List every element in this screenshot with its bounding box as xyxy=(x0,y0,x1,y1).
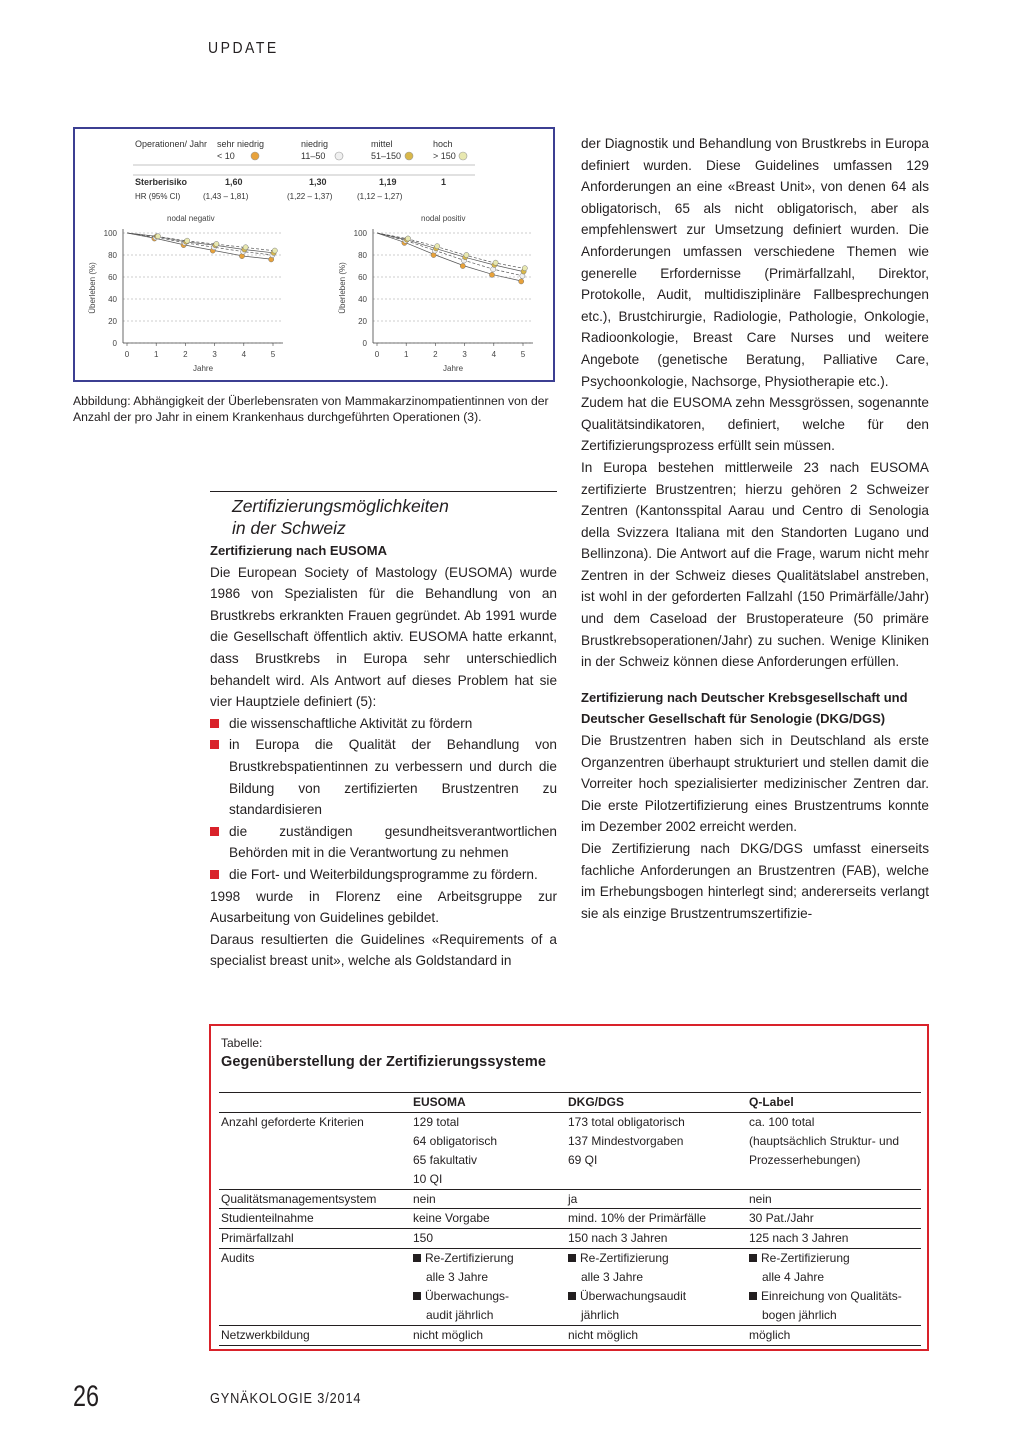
fig-row-label-risk: Sterberisiko xyxy=(135,177,188,187)
cell-line: möglich xyxy=(749,1327,791,1342)
table-row-label: Netzwerkbildung xyxy=(219,1325,411,1345)
legend-marker xyxy=(335,152,343,160)
table-cell xyxy=(566,1249,747,1326)
series-line xyxy=(377,233,523,276)
cell-line: nicht möglich xyxy=(413,1327,484,1342)
x-tick-label: 3 xyxy=(462,350,467,359)
legend-marker xyxy=(459,152,467,160)
legend-marker xyxy=(251,152,259,160)
cell-line: 150 nach 3 Jahren xyxy=(568,1231,668,1246)
table-label: Tabelle: xyxy=(221,1036,263,1050)
data-point xyxy=(489,272,494,277)
comparison-table xyxy=(219,1092,921,1346)
cell-line: 129 total xyxy=(413,1114,460,1129)
table-title: Gegenüberstellung der Zertifizierungssysteme xyxy=(221,1054,547,1070)
fig-ci-value: (1,22 – 1,37) xyxy=(287,192,333,201)
data-point xyxy=(460,263,465,268)
bullet-item: die Fort- und Weiterbildungsprogramme zu fördern. xyxy=(210,864,557,886)
bullet-item: in Europa die Qualität der Behandlung von Brustkrebspatientinnen zu verbessern und durch die Bildung von zertifizierten Brustzentren zu standardisieren xyxy=(210,734,557,820)
y-tick-label: 0 xyxy=(112,339,117,348)
bullet-continuation: alle 3 Jahre xyxy=(426,1270,489,1285)
bullet-line: Re-Zertifizierung xyxy=(568,1249,745,1268)
square-bullet-icon xyxy=(413,1292,421,1300)
x-tick-label: 4 xyxy=(241,350,247,359)
x-tick-label: 1 xyxy=(403,350,409,359)
fig-col-head: niedrig xyxy=(301,139,329,149)
y-tick-label: 20 xyxy=(108,317,117,326)
series-line xyxy=(127,233,273,259)
cell-line: 137 Mindestvorgaben xyxy=(568,1133,684,1148)
table-row xyxy=(219,1229,921,1249)
y-tick-label: 40 xyxy=(358,295,367,304)
data-point xyxy=(405,236,410,241)
bullet-line: Re-Zertifizierung xyxy=(413,1249,564,1268)
table-row xyxy=(219,1189,921,1209)
table-cell xyxy=(411,1189,566,1209)
cell-line: nein xyxy=(749,1191,772,1206)
series-line xyxy=(127,233,273,255)
table-row xyxy=(219,1209,921,1229)
table-row-label: Primärfallzahl xyxy=(219,1229,411,1249)
cell-line: 65 fakultativ xyxy=(413,1152,478,1167)
table-row-label: Qualitätsmanagementsystem xyxy=(219,1189,411,1209)
fig-col-head2: 51–150 xyxy=(371,151,402,161)
chart-panel-title: nodal positiv xyxy=(421,214,466,223)
fig-risk-value: 1,60 xyxy=(225,177,243,187)
figure-svg xyxy=(75,129,553,380)
legend-marker xyxy=(405,152,413,160)
journal-name: GYNÄKOLOGIE 3/2014 xyxy=(210,1390,362,1407)
table-cell xyxy=(566,1229,747,1249)
table-cell xyxy=(747,1229,921,1249)
table-header-row xyxy=(219,1093,921,1113)
table-cell xyxy=(566,1325,747,1345)
fig-col-head: hoch xyxy=(433,139,453,149)
page-number: 26 xyxy=(73,1380,100,1413)
y-tick-label: 20 xyxy=(358,317,367,326)
square-bullet-icon xyxy=(568,1254,576,1262)
x-tick-label: 2 xyxy=(433,350,438,359)
x-tick-label: 4 xyxy=(491,350,497,359)
subheading-dkg: Zertifizierung nach Deutscher Krebsgesellschaft und Deutscher Gesellschaft für Senologie (DKG/DGS) xyxy=(581,689,908,727)
y-tick-label: 0 xyxy=(362,339,367,348)
paragraph: der Diagnostik und Behandlung von Brustkrebs in Europa definiert wurden. Diese Guidelines umfassen 129 Anforderungen an eine «Breast Unit», von denen 64 als obligatorisch, 65 als nicht obligatorisch, aber als empfehlenswert zur Umsetzung definiert wurden. Die Anforderungen umfassen verschiedene Themen wie generelle Erfordernisse (Primärfallzahl, Direktor, Protokolle, Audit, multidisziplinäre Fallbesprechungen etc.), Brustchirurgie, Radiologie, Pathologie, Onkologie, Radioonkologie, Breast Care Nurses und weitere Angebote (genetische Beratung, Palliative Care, Psychoonkologie, Nachsorge, Physiotherapie etc.). xyxy=(581,136,929,389)
data-point xyxy=(155,234,160,239)
bullet-item: die wissenschaftliche Aktivität zu fördern xyxy=(210,713,557,735)
series-line xyxy=(377,233,523,281)
cell-line: nein xyxy=(413,1191,436,1206)
fig-col-head2: < 10 xyxy=(217,151,235,161)
table-header-cell: DKG/DGS xyxy=(566,1093,747,1113)
x-tick-label: 3 xyxy=(212,350,217,359)
bullet-continuation: alle 4 Jahre xyxy=(762,1270,825,1285)
fig-col-head: mittel xyxy=(371,139,393,149)
cell-line: 10 QI xyxy=(413,1171,443,1186)
y-axis-label: Überleben (%) xyxy=(338,262,347,314)
paragraph: Daraus resultierten die Guidelines «Requirements of a specialist breast unit», welche als Goldstandard in xyxy=(210,931,557,969)
y-axis-label: Überleben (%) xyxy=(88,262,97,314)
x-tick-label: 5 xyxy=(270,350,276,359)
table-cell xyxy=(747,1325,921,1345)
table-header-cell xyxy=(219,1093,411,1113)
fig-col-head2: > 150 xyxy=(433,151,456,161)
figure-survival-chart xyxy=(73,127,555,382)
paragraph: Die European Society of Mastology (EUSOMA) wurde 1986 von Spezialisten für die Behandlung von an Brustkrebs erkrankten Frauen gegründet. Ab 1991 wurde die Gesellschaft öffentlich aktiv. EUSOMA hatte erkannt, dass Brustkrebs in Europa sehr unterschiedlich behandelt wird. Als Antwort auf dieses Problem hat sie vier Hauptziele definiert (5): xyxy=(210,564,557,710)
x-axis-label: Jahre xyxy=(443,364,464,373)
y-tick-label: 80 xyxy=(358,251,367,260)
fig-col-head2: 11–50 xyxy=(301,151,326,161)
section-heading-line1: Zertifizierungsmöglichkeiten xyxy=(232,496,449,516)
table-cell xyxy=(411,1249,566,1326)
y-tick-label: 100 xyxy=(103,229,117,238)
paragraph: Die Zertifizierung nach DKG/DGS umfasst einerseits fachliche Anforderungen an Brustzentren (FAB), welche im Erhebungsbogen hinterlegt sind; andererseits verlangt sie als einzige Brustzentrumszertifizie- xyxy=(581,841,929,921)
table-cell xyxy=(747,1249,921,1326)
section-heading xyxy=(232,495,562,539)
y-tick-label: 60 xyxy=(358,273,367,282)
table-row xyxy=(219,1112,921,1189)
table-row-label: Audits xyxy=(219,1249,411,1326)
table-cell xyxy=(411,1325,566,1345)
table-cell xyxy=(566,1189,747,1209)
subheading-eusoma: Zertifizierung nach EUSOMA xyxy=(210,543,387,558)
table-cell xyxy=(411,1209,566,1229)
fig-ci-value: (1,43 – 1,81) xyxy=(203,192,249,201)
table-header-cell: EUSOMA xyxy=(411,1093,566,1113)
cell-line: nicht möglich xyxy=(568,1327,639,1342)
data-point xyxy=(272,248,277,253)
data-point xyxy=(214,241,219,246)
data-point xyxy=(522,266,527,271)
section-divider xyxy=(210,491,557,492)
table-cell xyxy=(411,1229,566,1249)
comparison-table-box xyxy=(209,1024,929,1351)
cell-line: ca. 100 total xyxy=(749,1114,815,1129)
data-point xyxy=(435,244,440,249)
table-cell xyxy=(747,1112,921,1189)
fig-col-head: sehr niedrig xyxy=(217,139,265,149)
bullet-item: die zuständigen gesundheitsverantwortlichen Behörden mit in die Verantwortung zu nehmen xyxy=(210,821,557,864)
table-row xyxy=(219,1249,921,1326)
x-tick-label: 0 xyxy=(124,350,130,359)
square-bullet-icon xyxy=(413,1254,421,1262)
table-header-cell: Q-Label xyxy=(747,1093,921,1113)
table-row-label: Anzahl geforderte Kriterien xyxy=(219,1112,411,1189)
fig-row-label-ops: Operationen/ Jahr xyxy=(135,139,208,149)
table-cell xyxy=(747,1189,921,1209)
table-row xyxy=(219,1325,921,1345)
bullet-line: Überwachungs- xyxy=(413,1287,564,1306)
cell-line: 150 xyxy=(413,1231,434,1246)
x-tick-label: 0 xyxy=(374,350,380,359)
y-tick-label: 40 xyxy=(108,295,117,304)
cell-line: mind. 10% der Primärfälle xyxy=(568,1211,707,1226)
cell-line: (hauptsächlich Struktur- und xyxy=(749,1133,900,1148)
paragraph: Die Brustzentren haben sich in Deutschland als erste Organzentren überhaupt strukturiert und stellen damit die Vorreiter hoch spezialisierter medizinischer Zentren dar. Die erste Pilotzertifizierung eines Brustzentrums konnte im Dezember 2002 erreicht werden. xyxy=(581,733,929,835)
square-bullet-icon xyxy=(749,1254,757,1262)
bullet-continuation: jährlich xyxy=(581,1307,620,1322)
y-tick-label: 60 xyxy=(108,273,117,282)
x-tick-label: 5 xyxy=(520,350,526,359)
x-tick-label: 2 xyxy=(183,350,188,359)
figure-caption: Abbildung: Abhängigkeit der Überlebensraten von Mammakarzinompatientinnen von der Anzahl der pro Jahr in einem Krankenhaus durchgeführten Operationen (3). xyxy=(73,394,549,424)
fig-ci-value: (1,12 – 1,27) xyxy=(357,192,403,201)
table-cell xyxy=(566,1112,747,1189)
table-cell xyxy=(411,1112,566,1189)
bullet-continuation: alle 3 Jahre xyxy=(581,1270,644,1285)
cell-line: Prozesserhebungen) xyxy=(749,1152,861,1167)
fig-risk-value: 1 xyxy=(441,177,447,187)
table-cell xyxy=(747,1209,921,1229)
bullet-continuation: audit jährlich xyxy=(426,1307,494,1322)
cell-line: 125 nach 3 Jahren xyxy=(749,1231,849,1246)
data-point xyxy=(243,245,248,250)
y-tick-label: 100 xyxy=(353,229,367,238)
cell-line: 69 QI xyxy=(568,1152,598,1167)
data-point xyxy=(464,252,469,257)
paragraph: 1998 wurde in Florenz eine Arbeitsgruppe zur Ausarbeitung von Guidelines gebildet. xyxy=(210,888,557,926)
left-column xyxy=(210,540,557,972)
right-column xyxy=(581,133,929,924)
cell-line: keine Vorgabe xyxy=(413,1211,490,1226)
square-bullet-icon xyxy=(568,1292,576,1300)
cell-line: ja xyxy=(568,1191,578,1206)
x-axis-label: Jahre xyxy=(193,364,214,373)
square-bullet-icon xyxy=(749,1292,757,1300)
bullet-line: Überwachungsaudit xyxy=(568,1287,745,1306)
section-heading-line2: in der Schweiz xyxy=(232,518,346,538)
cell-line: 64 obligatorisch xyxy=(413,1133,498,1148)
bullet-line: Einreichung von Qualitäts- xyxy=(749,1287,919,1306)
cell-line: 30 Pat./Jahr xyxy=(749,1211,814,1226)
fig-row-label-hr: HR (95% CI) xyxy=(135,192,181,201)
data-point xyxy=(493,260,498,265)
y-tick-label: 80 xyxy=(108,251,117,260)
data-point xyxy=(185,238,190,243)
chart-panel-title: nodal negativ xyxy=(167,214,215,223)
data-point xyxy=(519,279,524,284)
table-row-label: Studienteilnahme xyxy=(219,1209,411,1229)
paragraph: In Europa bestehen mittlerweile 23 nach EUSOMA zertifizierte Brustzentren; hierzu gehören 2 Schweizer Zentren (Kantonsspital Aarau und Centro di Senologia della Svizzera Italiana mit den Standorten Lugano und Bellinzona). Die Antwort auf die Frage, warum nicht mehr Zentren in der Schweiz dieses Qualitätslabel anstreben, ist wohl in der geforderten Fallzahl (150 Primärfälle/Jahr) und dem Caseload der Brustoperateure (50 primäre Brustkrebsoperationen/Jahr) zu suchen. Wenige Kliniken in der Schweiz können diese Anforderungen erfüllen. xyxy=(581,459,929,670)
bullet-line: Re-Zertifizierung xyxy=(749,1249,919,1268)
section-label: UPDATE xyxy=(208,38,279,57)
x-tick-label: 1 xyxy=(153,350,159,359)
bullet-continuation: bogen jährlich xyxy=(762,1307,837,1322)
paragraph: Zudem hat die EUSOMA zehn Messgrössen, sogenannte Qualitätsindikatoren, definiert, welche für den Zertifizierungsprozess erfüllt sein müssen. xyxy=(581,395,929,454)
cell-line: 173 total obligatorisch xyxy=(568,1114,685,1129)
fig-risk-value: 1,30 xyxy=(309,177,327,187)
fig-risk-value: 1,19 xyxy=(379,177,397,187)
table-cell xyxy=(566,1209,747,1229)
